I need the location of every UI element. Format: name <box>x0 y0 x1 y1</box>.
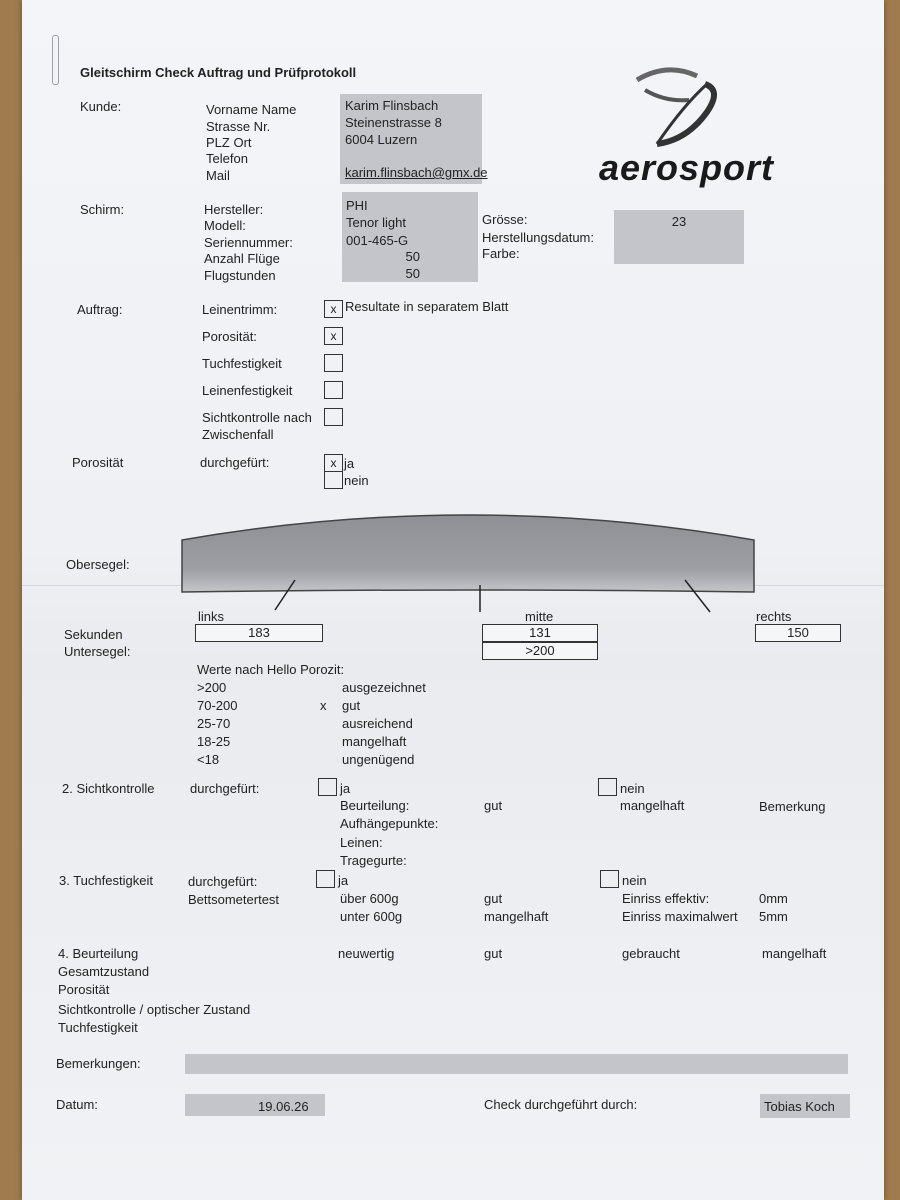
sichtkontrolle-bemerkung: Bemerkung <box>759 799 826 814</box>
field-label-modell: Modell: <box>204 218 246 233</box>
auftrag-sichtkontrolle-checkbox[interactable] <box>324 408 343 426</box>
sichtkontrolle-nein-checkbox[interactable] <box>598 778 617 796</box>
herstellungsdatum-label: Herstellungsdatum: <box>482 230 594 245</box>
tuchfestigkeit-ja-label: ja <box>338 873 349 888</box>
werte-range-3: 25-70 <box>197 716 231 731</box>
links-value: 183 <box>195 624 323 642</box>
kunde-label: Kunde: <box>80 99 122 114</box>
field-label-mail: Mail <box>206 168 230 183</box>
auftrag-leinentrimm-checkbox[interactable]: x <box>324 300 343 318</box>
aerosport-logo-icon <box>627 62 737 150</box>
datum-value: 19.06.26 <box>258 1099 309 1114</box>
werte-grade-4: mangelhaft <box>342 734 407 749</box>
sichtkontrolle-leinen: Leinen: <box>340 835 383 850</box>
bemerkungen-label: Bemerkungen: <box>56 1056 141 1071</box>
porositaet-nein-label: nein <box>344 473 369 488</box>
schirm-modell: Tenor light <box>346 215 406 230</box>
tuchfestigkeit-nein-checkbox[interactable] <box>600 870 619 888</box>
sichtkontrolle-aufhaengepunkte: Aufhängepunkte: <box>340 816 439 831</box>
auftrag-leinenfestigkeit-label: Leinenfestigkeit <box>202 383 293 398</box>
auftrag-sichtkontrolle-label2: Zwischenfall <box>202 427 274 442</box>
field-label-flugstunden: Flugstunden <box>204 268 276 283</box>
obersegel-label: Obersegel: <box>66 557 130 572</box>
farbe-label: Farbe: <box>482 246 520 261</box>
auftrag-porositaet-label: Porosität: <box>202 329 257 344</box>
unter-600g-label: unter 600g <box>340 909 403 924</box>
werte-grade-3: ausreichend <box>342 716 413 731</box>
tuchfestigkeit-label: 3. Tuchfestigkeit <box>59 873 153 888</box>
kunde-plz-ort: 6004 Luzern <box>345 132 418 147</box>
werte-range-1: >200 <box>197 680 227 695</box>
sichtkontrolle-ja-checkbox[interactable] <box>318 778 337 796</box>
auftrag-leinentrimm-label: Leinentrimm: <box>202 302 278 317</box>
beurteilung-sichtkontrolle: Sichtkontrolle / optischer Zustand <box>58 1002 251 1017</box>
aerosport-wordmark: aerosport <box>599 147 775 188</box>
sichtkontrolle-nein-label: nein <box>620 781 645 796</box>
bemerkungen-field[interactable] <box>185 1054 848 1074</box>
sekunden-label: Sekunden <box>64 627 123 642</box>
sichtkontrolle-gut: gut <box>484 798 503 813</box>
auftrag-tuchfestigkeit-checkbox[interactable] <box>324 354 343 372</box>
kunde-name: Karim Flinsbach <box>345 98 439 113</box>
schirm-groesse: 23 <box>671 214 687 229</box>
field-label-strasse: Strasse Nr. <box>206 119 271 134</box>
field-label-telefon: Telefon <box>206 151 248 166</box>
sichtkontrolle-tragegurte: Tragegurte: <box>340 853 407 868</box>
porositaet-ja-checkbox[interactable]: x <box>324 454 343 472</box>
auftrag-sichtkontrolle-label: Sichtkontrolle nach <box>202 410 312 425</box>
rechts-value: 150 <box>755 624 841 642</box>
beurteilung-label: 4. Beurteilung <box>58 946 139 961</box>
auftrag-label: Auftrag: <box>77 302 123 317</box>
field-label-hersteller: Hersteller: <box>204 202 264 217</box>
einriss-max-label: Einriss maximalwert <box>622 909 738 924</box>
schirm-label: Schirm: <box>80 202 125 217</box>
porositaet-nein-checkbox[interactable] <box>324 471 343 489</box>
check-name-value: Tobias Koch <box>764 1099 835 1114</box>
check-by-label: Check durchgeführt durch: <box>484 1097 638 1112</box>
kunde-strasse: Steinenstrasse 8 <box>345 115 442 130</box>
werte-title: Werte nach Hello Porozit: <box>197 662 345 677</box>
sichtkontrolle-mangelhaft: mangelhaft <box>620 798 685 813</box>
werte-grade-5: ungenügend <box>342 752 415 767</box>
werte-mark-2: x <box>320 698 327 713</box>
beurteilung-tuchfestigkeit: Tuchfestigkeit <box>58 1020 138 1035</box>
mitte-label: mitte <box>525 609 554 624</box>
beurteilung-col-mangelhaft: mangelhaft <box>762 946 827 961</box>
porositaet-ja-label: ja <box>344 456 355 471</box>
werte-range-2: 70-200 <box>197 698 238 713</box>
werte-range-4: 18-25 <box>197 734 231 749</box>
field-label-plz: PLZ Ort <box>206 135 252 150</box>
sichtkontrolle-label: 2. Sichtkontrolle <box>62 781 155 796</box>
field-label-seriennummer: Seriennummer: <box>204 235 293 250</box>
werte-range-5: <18 <box>197 752 220 767</box>
groesse-label: Grösse: <box>482 212 528 227</box>
tuchfestigkeit-mangelhaft: mangelhaft <box>484 909 549 924</box>
protocol-sheet <box>22 0 884 1200</box>
untersegel-mitte-value: >200 <box>482 642 598 660</box>
tuchfestigkeit-durchgefuehrt: durchgefürt: <box>188 874 258 889</box>
tuchfestigkeit-nein-label: nein <box>622 873 647 888</box>
beurteilung-porositaet: Porosität <box>58 982 110 997</box>
beurteilung-col-gut: gut <box>484 946 503 961</box>
beurteilung-gesamtzustand: Gesamtzustand <box>58 964 150 979</box>
tuchfestigkeit-ja-checkbox[interactable] <box>316 870 335 888</box>
sichtkontrolle-durchgefuehrt: durchgefürt: <box>190 781 260 796</box>
kunde-mail: karim.flinsbach@gmx.de <box>345 165 488 180</box>
schirm-flugstunden: 50 <box>405 266 420 281</box>
auftrag-porositaet-checkbox[interactable]: x <box>324 327 343 345</box>
sichtkontrolle-beurteilung: Beurteilung: <box>340 798 410 813</box>
werte-grade-2: gut <box>342 698 361 713</box>
beurteilung-col-neuwertig: neuwertig <box>338 946 395 961</box>
document-title: Gleitschirm Check Auftrag und Prüfprotokoll <box>80 65 357 80</box>
auftrag-tuchfestigkeit-label: Tuchfestigkeit <box>202 356 282 371</box>
auftrag-leinenfestigkeit-checkbox[interactable] <box>324 381 343 399</box>
paper-clip <box>52 35 59 85</box>
untersegel-label: Untersegel: <box>64 644 131 659</box>
sichtkontrolle-ja-label: ja <box>340 781 351 796</box>
schirm-hersteller: PHI <box>346 198 368 213</box>
porositaet-durchgefuehrt-label: durchgefürt: <box>200 455 270 470</box>
werte-grade-1: ausgezeichnet <box>342 680 426 695</box>
ueber-600g-label: über 600g <box>340 891 399 906</box>
auftrag-leinentrimm-note: Resultate in separatem Blatt <box>345 299 509 314</box>
beurteilung-col-gebraucht: gebraucht <box>622 946 680 961</box>
schirm-seriennummer: 001-465-G <box>346 233 409 248</box>
bettsometertest-label: Bettsometertest <box>188 892 280 907</box>
field-label-fluege: Anzahl Flüge <box>204 251 280 266</box>
einriss-effektiv-label: Einriss effektiv: <box>622 891 710 906</box>
schirm-fluege: 50 <box>405 249 420 264</box>
einriss-effektiv-value: 0mm <box>759 891 788 906</box>
wing-diagram <box>180 500 756 615</box>
einriss-max-value: 5mm <box>759 909 788 924</box>
tuchfestigkeit-gut: gut <box>484 891 503 906</box>
field-label-name: Vorname Name <box>206 102 297 117</box>
mitte-value: 131 <box>482 624 598 642</box>
porositaet-label: Porosität <box>72 455 124 470</box>
datum-label: Datum: <box>56 1097 98 1112</box>
rechts-label: rechts <box>756 609 792 624</box>
links-label: links <box>198 609 225 624</box>
